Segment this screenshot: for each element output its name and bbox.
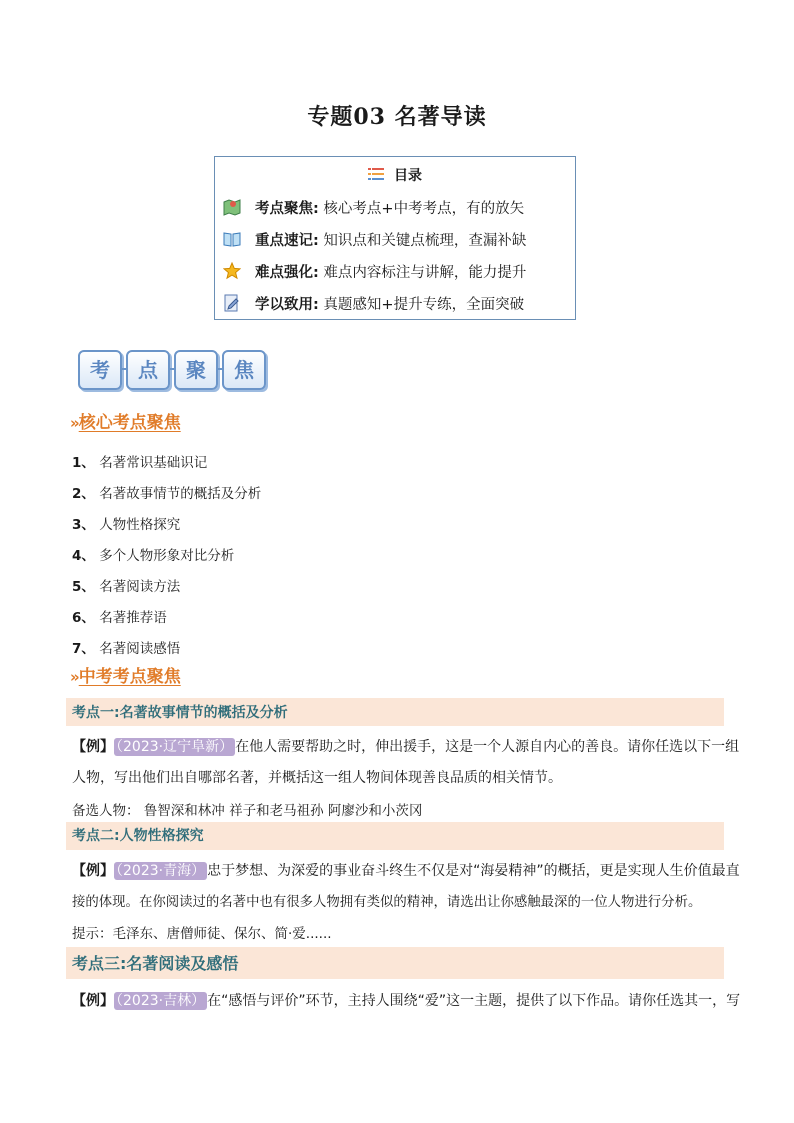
example-line: 【例】 （2023·青海） 忠于梦想、为深爱的事业奋斗终生不仅是对“海晏精神”的概括，更是实现人生价值最直 — [72, 863, 740, 879]
toc-row-memo: 重点速记: 知识点和关键点梳理，查漏补缺 — [223, 229, 526, 250]
list-item: 5、 名著阅读方法 — [72, 579, 181, 595]
toc-label: 学以致用 — [255, 297, 313, 313]
toc-text: 难点内容标注与讲解，能力提升 — [323, 265, 527, 281]
example-line: 提示：毛泽东、唐僧师徒、保尔、简·爱...... — [72, 926, 332, 942]
list-item: 4、 多个人物形象对比分析 — [72, 548, 235, 564]
map-icon — [223, 198, 241, 216]
list-item: 6、 名著推荐语 — [72, 610, 167, 626]
example-line: 人物，写出他们出自哪部名著，并概括这一组人物间体现善良品质的相关情节。 — [72, 770, 562, 786]
toc-heading — [215, 165, 575, 185]
source-tag: （2023·辽宁阜新） — [116, 739, 234, 755]
core-section-heading: » 核心考点聚焦 — [70, 413, 181, 433]
example-line: 备选人物： 鲁智深和林冲 祥子和老马祖孙 阿廖沙和小茨冈 — [72, 803, 423, 819]
badge-char: 考 — [78, 350, 122, 390]
source-tag: （2023·青海） — [116, 863, 206, 879]
list-item: 2、 名著故事情节的概括及分析 — [72, 486, 262, 502]
toc-heading-text: 目录 — [394, 168, 422, 184]
exam-point-title: 考点三:名著阅读及感悟 — [72, 954, 239, 973]
page-title: 专题03 名著导读 — [307, 104, 487, 130]
example-line: 【例】 （2023·吉林） 在“感悟与评价”环节，主持人围绕“爱”这一主题，提供了以下作品。请你任选其一，写 — [72, 993, 741, 1009]
table-of-contents — [214, 156, 576, 320]
exam-point-title: 考点一:名著故事情节的概括及分析 — [72, 705, 288, 721]
double-chevron-icon: » — [70, 668, 77, 686]
toc-text: 知识点和关键点梳理，查漏补缺 — [323, 233, 527, 249]
note-icon — [223, 294, 241, 312]
book-icon — [223, 230, 241, 248]
source-tag: （2023·吉林） — [116, 993, 206, 1009]
exam-section-heading: » 中考考点聚焦 — [70, 667, 181, 687]
toc-row-hard: 难点强化: 难点内容标注与讲解，能力提升 — [223, 261, 526, 282]
list-item: 7、 名著阅读感悟 — [72, 641, 181, 657]
badge-char: 焦 — [222, 350, 266, 390]
toc-row-focus: 考点聚焦: 核心考点+中考考点，有的放矢 — [223, 197, 524, 218]
list-icon — [368, 168, 384, 184]
toc-label: 考点聚焦 — [255, 201, 313, 217]
double-chevron-icon: » — [70, 414, 77, 432]
toc-text: 核心考点+中考考点，有的放矢 — [323, 201, 525, 217]
badge-char: 聚 — [174, 350, 218, 390]
star-icon — [223, 262, 241, 280]
exam-point-title: 考点二:人物性格探究 — [72, 828, 204, 844]
example-line: 【例】 （2023·辽宁阜新） 在他人需要帮助之时，伸出援手，这是一个人源自内心的善良。请你任选以下一组 — [72, 739, 740, 755]
list-item: 1、 名著常识基础识记 — [72, 455, 208, 471]
toc-label: 难点强化 — [255, 265, 313, 281]
badge-char: 点 — [126, 350, 170, 390]
toc-label: 重点速记 — [255, 233, 313, 249]
toc-row-apply: 学以致用: 真题感知+提升专练，全面突破 — [223, 293, 524, 314]
example-line: 接的体现。在你阅读过的名著中也有很多人物拥有类似的精神，请选出让你感触最深的一位人物进行分析。 — [72, 895, 702, 910]
toc-text: 真题感知+提升专练，全面突破 — [323, 297, 525, 313]
list-item: 3、 人物性格探究 — [72, 517, 181, 533]
